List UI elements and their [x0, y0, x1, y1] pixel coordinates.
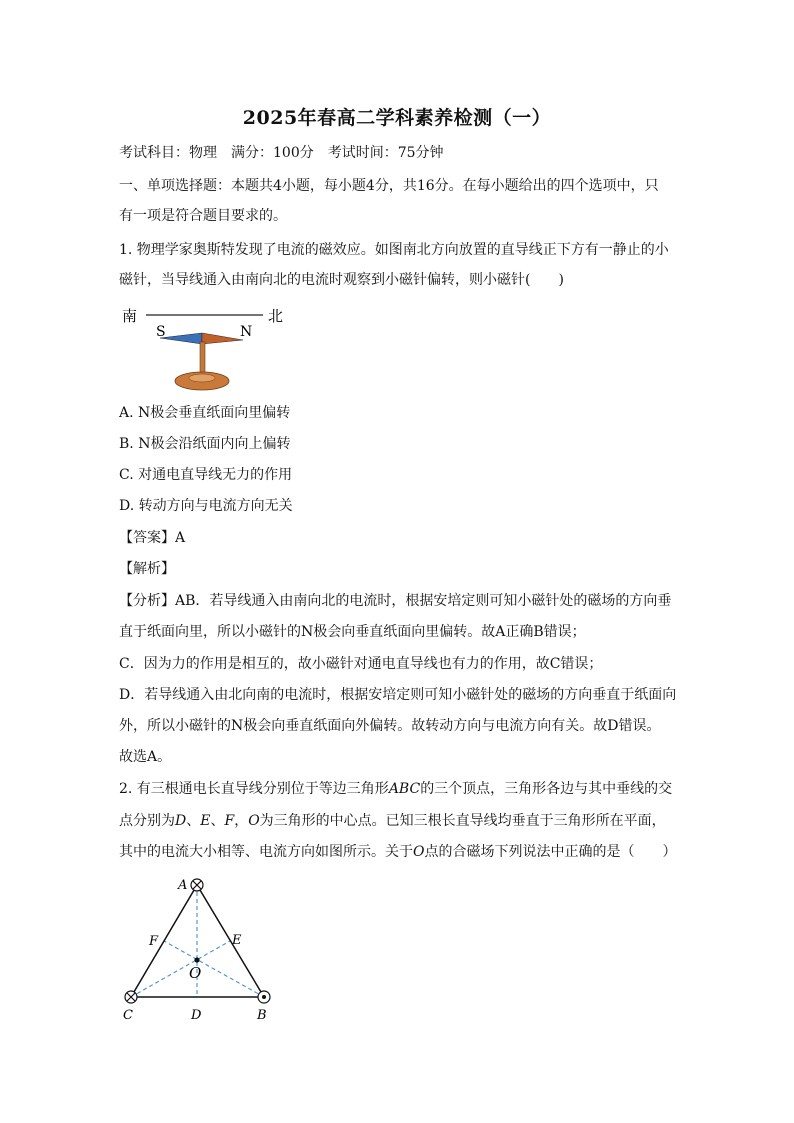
q2-line3-part2: 点的合磁场下列说法中正确的是（ ）	[424, 844, 677, 860]
label-north: 北	[268, 307, 284, 325]
q1-stem-line2: 磁针，当导线通入由南向北的电流时观察到小磁针偏转，则小磁针( )	[119, 272, 564, 288]
label-o: O	[189, 964, 202, 982]
q1-answer: 【答案】A	[119, 530, 186, 546]
center-point-o	[194, 957, 199, 962]
q2-var-e: E	[200, 813, 211, 829]
label-n-pole: N	[240, 324, 253, 340]
page-title: 2025年春高二学科素养检测（一）	[242, 107, 552, 129]
q2-var-d: D	[175, 813, 187, 829]
q2-var-o: O	[248, 813, 260, 829]
wire-a-into-page-icon	[191, 879, 203, 891]
q1-option-b: B. N极会沿纸面内向上偏转	[119, 436, 291, 452]
section-heading-line2: 有一项是符合题目要求的。	[119, 208, 287, 224]
q2-stem-line3	[119, 842, 679, 862]
q2-line2-part2: 为三角形的中心点。已知三根长直导线均垂直于三角形所在平面，	[259, 813, 666, 829]
q2-line1-part1: 2. 有三根通电长直导线分别位于等边三角形	[119, 781, 389, 797]
label-south: 南	[122, 307, 138, 325]
section-heading-line1: 一、单项选择题：本题共4小题，每小题4分，共16分。在每小题给出的四个选项中，只	[119, 178, 659, 194]
q1-analysis-line5: 外，所以小磁针的N极会向垂直纸面向外偏转。故转动方向与电流方向有关。故D错误。	[119, 718, 661, 734]
q2-sep3: ，	[234, 813, 249, 829]
q2-sep2: 、	[210, 813, 225, 829]
needle-pivot-stand	[200, 342, 205, 376]
label-d: D	[191, 1008, 202, 1023]
q1-option-d: D. 转动方向与电流方向无关	[119, 498, 293, 514]
q2-sep1: 、	[186, 813, 201, 829]
median-b-f	[164, 941, 264, 997]
q1-option-c: C. 对通电直导线无力的作用	[119, 467, 293, 483]
q1-analysis-line3: C．因为力的作用是相互的，故小磁针对通电直导线也有力的作用，故C错误；	[119, 656, 603, 672]
label-e: E	[232, 933, 242, 948]
q2-stem-line2	[119, 811, 679, 831]
triangle-figure	[115, 872, 285, 1027]
q1-analysis-line2: 直于纸面向里，所以小磁针的N极会向垂直纸面向里偏转。故A正确B错误；	[119, 624, 586, 640]
q2-var-f: F	[224, 813, 235, 829]
wire-b-out-of-page-icon	[258, 991, 270, 1003]
q2-triangle-var: ABC	[388, 781, 421, 797]
q1-stem-line1: 1. 物理学家奥斯特发现了电流的磁效应。如图南北方向放置的直导线正下方有一静止的小	[119, 242, 669, 258]
q1-analysis-line1: 【分析】AB．若导线通入由南向北的电流时，根据安培定则可知小磁针处的磁场的方向垂	[119, 593, 672, 609]
compass-figure	[118, 300, 298, 400]
q1-analysis-line4: D．若导线通入由北向南的电流时，根据安培定则可知小磁针处的磁场的方向垂直于纸面向	[119, 687, 677, 703]
compass-base-top	[189, 374, 215, 382]
q2-stem-line1	[119, 779, 679, 799]
exam-meta: 考试科目：物理 满分：100分 考试时间：75分钟	[119, 145, 444, 161]
wire-c-into-page-icon	[125, 991, 137, 1003]
median-c-e	[131, 941, 230, 997]
q1-analysis-line6: 故选A。	[119, 749, 172, 765]
needle-north-half	[202, 333, 243, 344]
q2-line1-part2: 的三个顶点，三角形各边与其中垂线的交	[420, 781, 673, 797]
label-a: A	[178, 878, 188, 893]
label-c: C	[123, 1008, 133, 1023]
q2-var-o-2: O	[413, 844, 425, 860]
label-f: F	[149, 934, 159, 949]
label-s-pole: S	[156, 324, 166, 340]
q2-line2-part1: 点分别为	[119, 813, 175, 829]
q1-option-a: A. N极会垂直纸面向里偏转	[119, 405, 291, 421]
label-b: B	[257, 1008, 267, 1023]
q1-analysis-label: 【解析】	[119, 561, 175, 577]
needle-south-half	[160, 333, 202, 344]
q2-line3-part1: 其中的电流大小相等、电流方向如图所示。关于	[119, 844, 413, 860]
